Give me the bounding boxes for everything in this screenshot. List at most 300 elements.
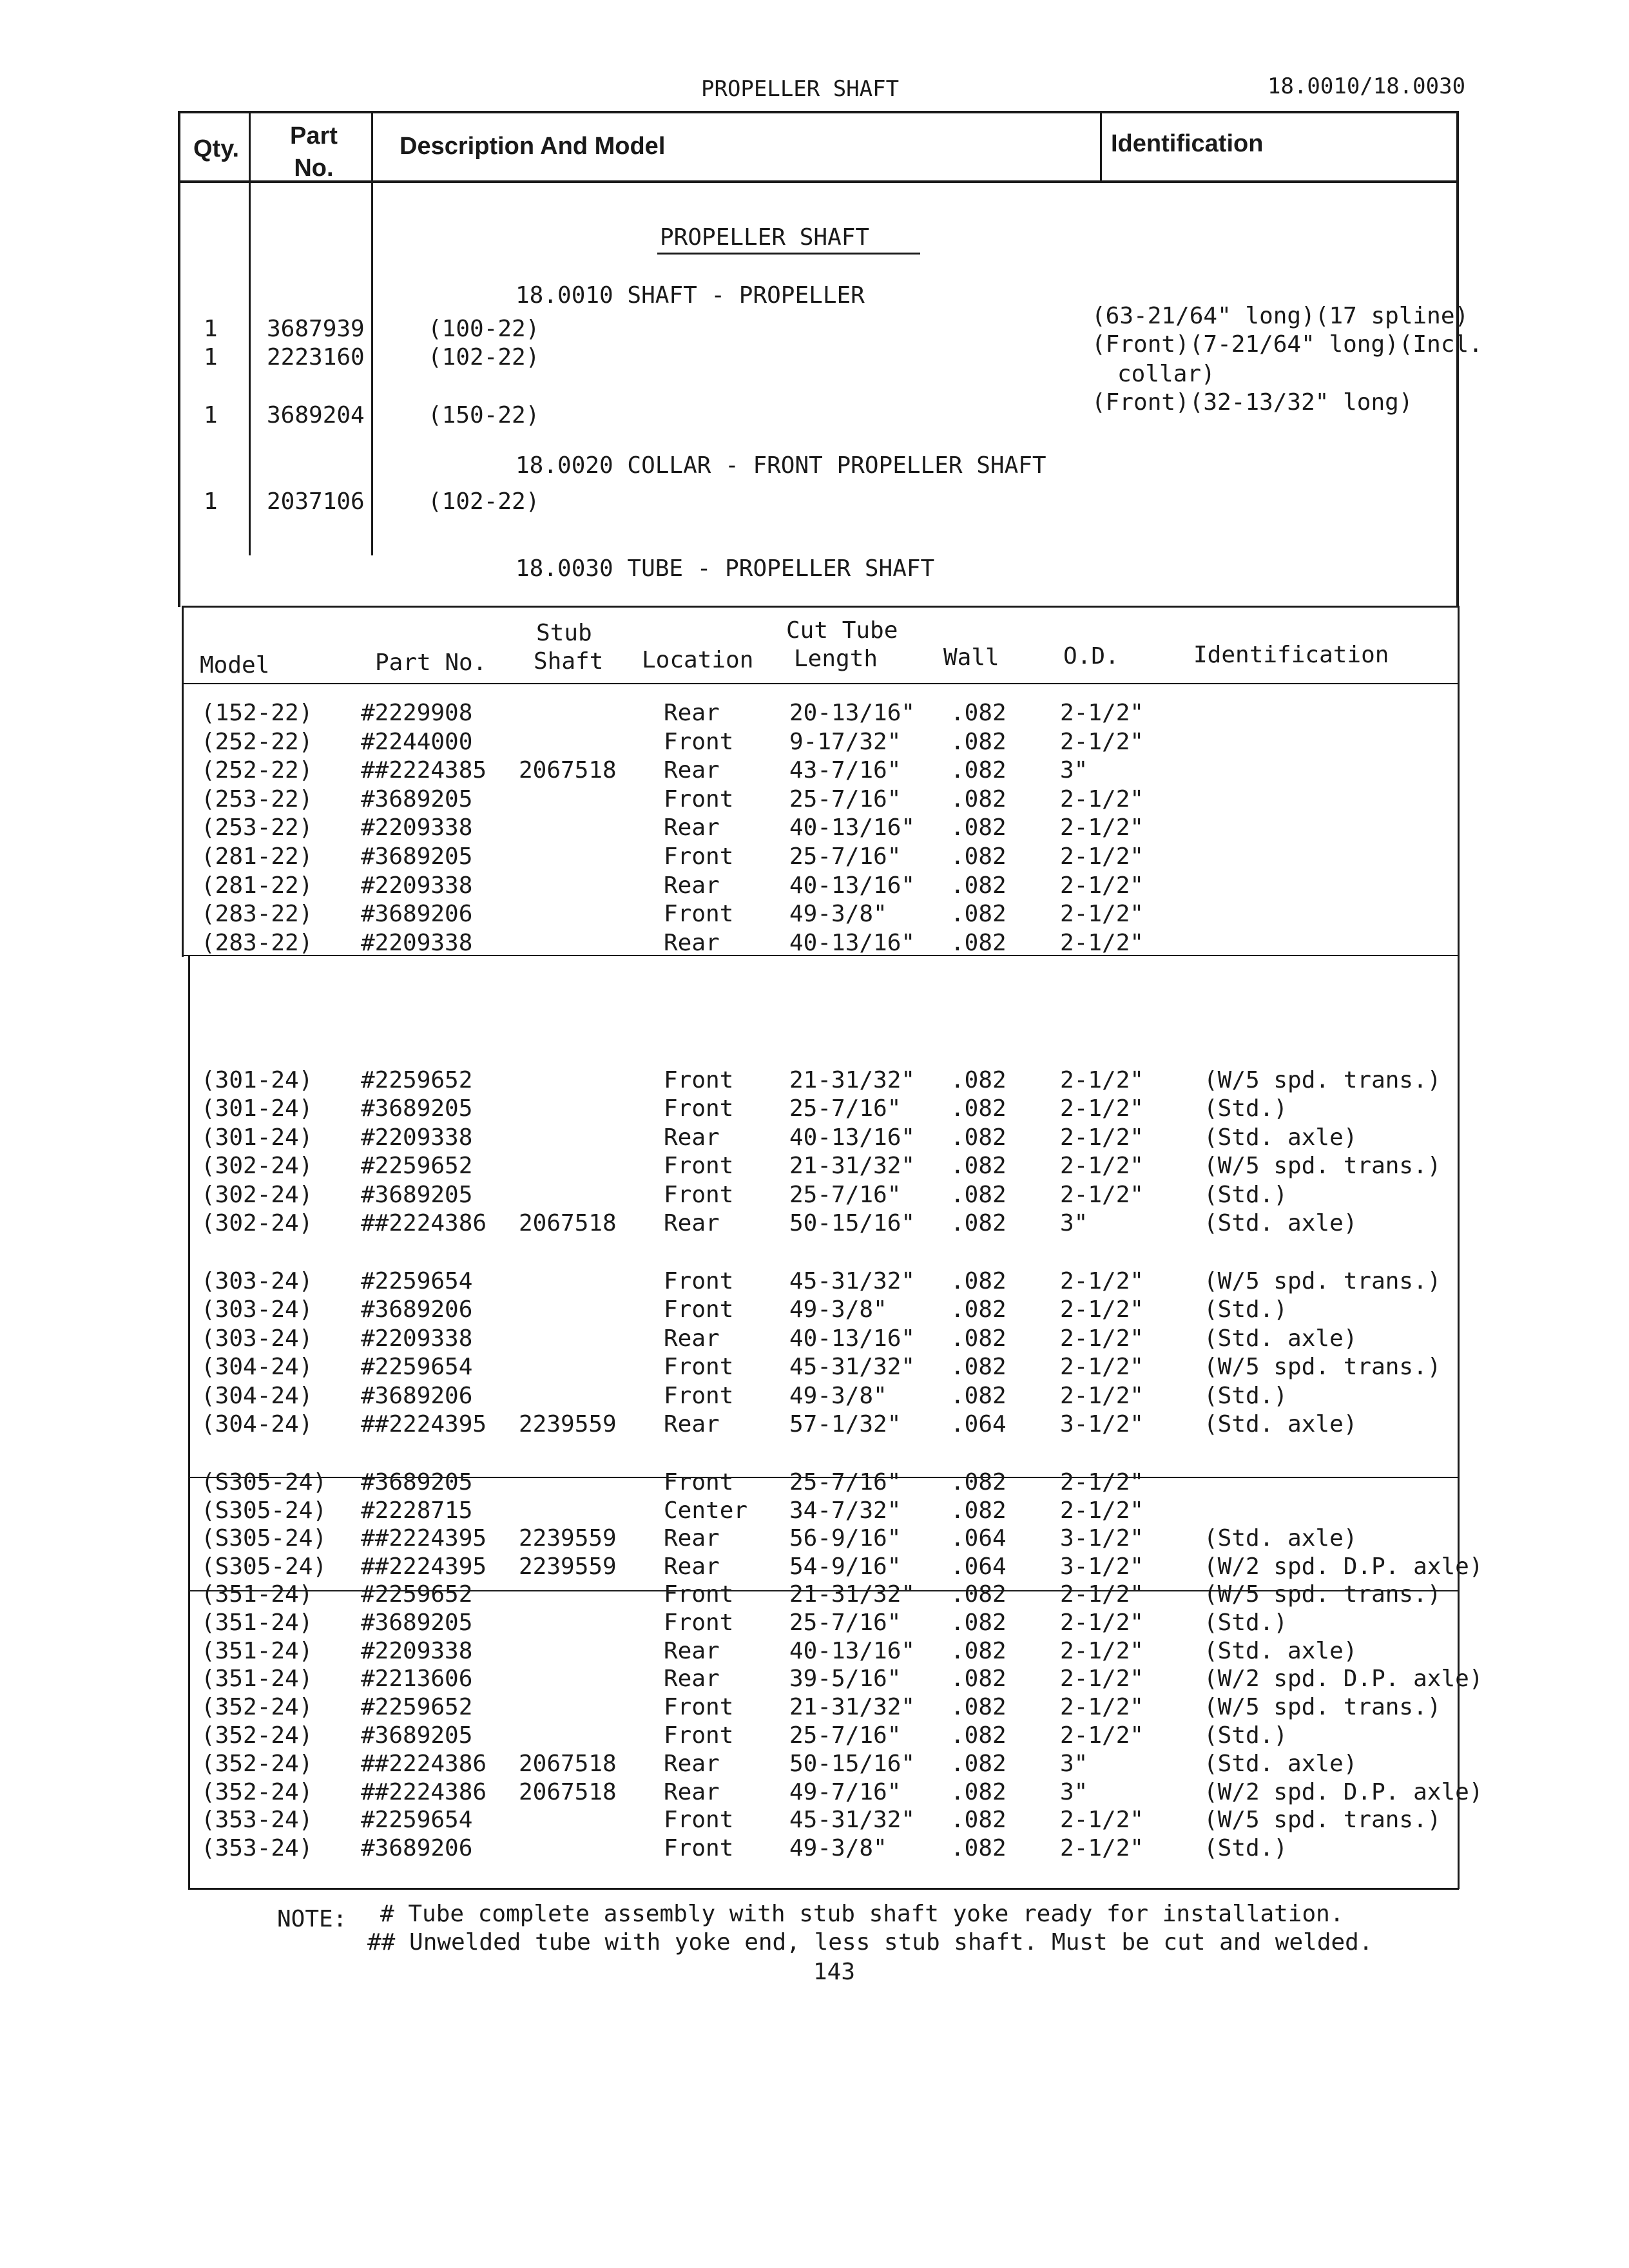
row-part-no: #3689205 bbox=[361, 1609, 473, 1636]
row-cut-length: 56-9/16" bbox=[789, 1525, 901, 1552]
row-od: 2-1/2" bbox=[1060, 1835, 1144, 1862]
row-location: Rear bbox=[664, 1325, 720, 1352]
table-row bbox=[0, 901, 1629, 929]
row-identification: (Std.) bbox=[1204, 1095, 1288, 1122]
row-location: Rear bbox=[664, 757, 720, 784]
table-row bbox=[0, 1067, 1629, 1095]
tube-col-location: Location bbox=[642, 647, 754, 673]
tube-table-top-rule bbox=[182, 606, 1459, 608]
row-cut-length: 21-31/32" bbox=[789, 1694, 916, 1721]
row-model: (S305-24) bbox=[201, 1469, 327, 1495]
row-wall: .082 bbox=[950, 1181, 1007, 1208]
row-identification: (Std.) bbox=[1204, 1722, 1288, 1749]
row-od: 2-1/2" bbox=[1060, 1469, 1144, 1495]
row-model: (304-24) bbox=[201, 1382, 313, 1409]
row-part-no: #2259652 bbox=[361, 1694, 473, 1721]
row-model: (281-22) bbox=[201, 843, 313, 870]
table-row bbox=[0, 1210, 1629, 1238]
table-row bbox=[0, 1807, 1629, 1835]
row-model: (304-24) bbox=[201, 1354, 313, 1381]
row-part-no: #2209338 bbox=[361, 1124, 473, 1151]
row-wall: .082 bbox=[950, 1382, 1007, 1409]
row-od: 2-1/2" bbox=[1060, 1296, 1144, 1323]
row-od: 2-1/2" bbox=[1060, 1095, 1144, 1122]
row-stub-shaft: 2067518 bbox=[519, 1750, 617, 1777]
row-model: (304-24) bbox=[201, 1411, 313, 1437]
tube-col-model: Model bbox=[200, 652, 270, 678]
row-cut-length: 50-15/16" bbox=[789, 1750, 916, 1777]
row-od: 3" bbox=[1060, 1210, 1088, 1236]
row-part-no: #2259654 bbox=[361, 1268, 473, 1294]
row-cut-length: 50-15/16" bbox=[789, 1210, 916, 1236]
row-stub-shaft: 2239559 bbox=[519, 1525, 617, 1552]
row-od: 2-1/2" bbox=[1060, 872, 1144, 899]
row-location: Rear bbox=[664, 1666, 720, 1693]
row-od: 2-1/2" bbox=[1060, 1666, 1144, 1693]
row-location: Front bbox=[664, 1469, 734, 1495]
row-model: (351-24) bbox=[201, 1666, 313, 1693]
row-model: (281-22) bbox=[201, 872, 313, 899]
row-location: Front bbox=[664, 1153, 734, 1180]
row-location: Rear bbox=[664, 700, 720, 726]
section-title: PROPELLER SHAFT bbox=[660, 224, 870, 251]
row-location: Front bbox=[664, 1694, 734, 1721]
row-wall: .082 bbox=[950, 728, 1007, 755]
row-cut-length: 21-31/32" bbox=[789, 1067, 916, 1093]
row-model: (302-24) bbox=[201, 1153, 313, 1180]
row-wall: .082 bbox=[950, 1835, 1007, 1862]
row-model: (301-24) bbox=[201, 1124, 313, 1151]
tube-col-part-no: Part No. bbox=[375, 649, 487, 676]
row-location: Front bbox=[664, 1296, 734, 1323]
row-identification: (Std.) bbox=[1204, 1296, 1288, 1323]
row-cut-length: 25-7/16" bbox=[789, 785, 901, 812]
table-row bbox=[0, 1469, 1629, 1497]
row-cut-length: 25-7/16" bbox=[789, 1722, 901, 1749]
tube-col-cut-2: Length bbox=[794, 646, 878, 672]
row-part-no: #2209338 bbox=[361, 814, 473, 841]
row-identification: (Std. axle) bbox=[1204, 1124, 1358, 1151]
row-part-no: #2244000 bbox=[361, 728, 473, 755]
table-row bbox=[0, 1553, 1629, 1582]
tube-table-bottom-rule bbox=[188, 1888, 1459, 1890]
row-cut-length: 45-31/32" bbox=[789, 1807, 916, 1834]
row-cut-length: 40-13/16" bbox=[789, 1124, 916, 1151]
qty-value: 1 bbox=[204, 316, 218, 342]
part-column-rule bbox=[371, 111, 373, 555]
row-cut-length: 34-7/32" bbox=[789, 1497, 901, 1524]
row-od: 2-1/2" bbox=[1060, 785, 1144, 812]
row-od: 3-1/2" bbox=[1060, 1525, 1144, 1552]
row-identification: (W/2 spd. D.P. axle) bbox=[1204, 1553, 1483, 1580]
row-wall: .082 bbox=[950, 1325, 1007, 1352]
table-row bbox=[0, 1325, 1629, 1354]
row-wall: .082 bbox=[950, 1666, 1007, 1693]
row-cut-length: 21-31/32" bbox=[789, 1581, 916, 1608]
qty-value: 1 bbox=[204, 488, 218, 515]
row-part-no: #2259654 bbox=[361, 1354, 473, 1381]
row-wall: .082 bbox=[950, 1609, 1007, 1636]
note-label: NOTE: bbox=[277, 1906, 347, 1932]
row-stub-shaft: 2067518 bbox=[519, 1210, 617, 1236]
row-cut-length: 25-7/16" bbox=[789, 1469, 901, 1495]
model-code: (150-22) bbox=[428, 402, 540, 428]
row-model: (352-24) bbox=[201, 1778, 313, 1805]
row-part-no: #3689205 bbox=[361, 1095, 473, 1122]
row-od: 2-1/2" bbox=[1060, 728, 1144, 755]
row-wall: .064 bbox=[950, 1525, 1007, 1552]
row-model: (303-24) bbox=[201, 1325, 313, 1352]
row-location: Rear bbox=[664, 1124, 720, 1151]
row-part-no: #3689205 bbox=[361, 785, 473, 812]
row-wall: .082 bbox=[950, 1153, 1007, 1180]
qty-value: 1 bbox=[204, 344, 218, 370]
row-location: Rear bbox=[664, 872, 720, 899]
row-wall: .082 bbox=[950, 785, 1007, 812]
row-cut-length: 40-13/16" bbox=[789, 872, 916, 899]
row-model: (353-24) bbox=[201, 1807, 313, 1834]
row-model: (352-24) bbox=[201, 1722, 313, 1749]
model-code: (102-22) bbox=[428, 488, 540, 515]
row-cut-length: 25-7/16" bbox=[789, 1609, 901, 1636]
row-location: Rear bbox=[664, 1525, 720, 1552]
row-wall: .082 bbox=[950, 901, 1007, 928]
row-location: Rear bbox=[664, 1411, 720, 1437]
row-model: (351-24) bbox=[201, 1637, 313, 1664]
row-wall: .082 bbox=[950, 1497, 1007, 1524]
table-row bbox=[0, 843, 1629, 872]
row-identification: (Std. axle) bbox=[1204, 1637, 1358, 1664]
tube-header-rule bbox=[182, 683, 1459, 684]
tube-col-od: O.D. bbox=[1063, 643, 1119, 669]
row-od: 2-1/2" bbox=[1060, 1581, 1144, 1608]
row-location: Rear bbox=[664, 929, 720, 956]
row-model: (252-22) bbox=[201, 757, 313, 784]
row-identification: (Std.) bbox=[1204, 1835, 1288, 1862]
row-part-no: ##2224386 bbox=[361, 1210, 487, 1236]
row-wall: .082 bbox=[950, 1694, 1007, 1721]
row-part-no: ##2224395 bbox=[361, 1553, 487, 1580]
qty-column-rule bbox=[249, 111, 251, 555]
identification-text: (Front)(32-13/32" long) bbox=[1092, 389, 1413, 416]
row-part-no: #2259652 bbox=[361, 1067, 473, 1093]
row-cut-length: 25-7/16" bbox=[789, 1181, 901, 1208]
row-stub-shaft: 2067518 bbox=[519, 1778, 617, 1805]
part-number: 2037106 bbox=[267, 488, 365, 515]
tube-col-cut-1: Cut Tube bbox=[786, 617, 898, 644]
row-cut-length: 49-3/8" bbox=[789, 901, 887, 928]
row-identification: (W/5 spd. trans.) bbox=[1204, 1354, 1441, 1381]
row-model: (351-24) bbox=[201, 1609, 313, 1636]
row-wall: .082 bbox=[950, 1807, 1007, 1834]
row-od: 2-1/2" bbox=[1060, 843, 1144, 870]
row-location: Front bbox=[664, 901, 734, 928]
row-model: (353-24) bbox=[201, 1835, 313, 1862]
row-od: 2-1/2" bbox=[1060, 814, 1144, 841]
identification-text: (Front)(7-21/64" long)(Incl. bbox=[1092, 331, 1483, 358]
row-identification: (W/2 spd. D.P. axle) bbox=[1204, 1666, 1483, 1693]
table-row bbox=[0, 1095, 1629, 1124]
frame-left-rule bbox=[178, 111, 180, 607]
row-part-no: ##2224386 bbox=[361, 1778, 487, 1805]
table-row bbox=[0, 1525, 1629, 1553]
row-model: (253-22) bbox=[201, 814, 313, 841]
qty-value: 1 bbox=[204, 402, 218, 428]
row-part-no: #3689205 bbox=[361, 1722, 473, 1749]
model-code: (102-22) bbox=[428, 344, 540, 370]
table-row bbox=[0, 1581, 1629, 1610]
row-identification: (W/5 spd. trans.) bbox=[1204, 1581, 1441, 1608]
table-row bbox=[0, 1497, 1629, 1526]
row-location: Rear bbox=[664, 1750, 720, 1777]
table-row bbox=[0, 1153, 1629, 1181]
qty-header: Qty. bbox=[193, 135, 240, 162]
row-wall: .082 bbox=[950, 814, 1007, 841]
row-part-no: #2209338 bbox=[361, 929, 473, 956]
row-part-no: #3689205 bbox=[361, 843, 473, 870]
row-identification: (Std. axle) bbox=[1204, 1325, 1358, 1352]
table-row bbox=[0, 1638, 1629, 1666]
row-part-no: #2213606 bbox=[361, 1666, 473, 1693]
row-identification: (W/5 spd. trans.) bbox=[1204, 1153, 1441, 1180]
row-wall: .082 bbox=[950, 1750, 1007, 1777]
row-part-no: #3689206 bbox=[361, 1835, 473, 1862]
row-identification: (W/2 spd. D.P. axle) bbox=[1204, 1778, 1483, 1805]
row-od: 3" bbox=[1060, 1778, 1088, 1805]
row-wall: .082 bbox=[950, 1354, 1007, 1381]
row-part-no: #3689206 bbox=[361, 1296, 473, 1323]
row-identification: (Std. axle) bbox=[1204, 1210, 1358, 1236]
row-part-no: #2259654 bbox=[361, 1807, 473, 1834]
row-od: 2-1/2" bbox=[1060, 1153, 1144, 1180]
row-wall: .082 bbox=[950, 1778, 1007, 1805]
row-location: Front bbox=[664, 843, 734, 870]
row-wall: .082 bbox=[950, 1268, 1007, 1294]
row-cut-length: 49-3/8" bbox=[789, 1296, 887, 1323]
row-od: 2-1/2" bbox=[1060, 929, 1144, 956]
part-number: 2223160 bbox=[267, 344, 365, 370]
row-od: 2-1/2" bbox=[1060, 1694, 1144, 1721]
row-model: (S305-24) bbox=[201, 1525, 327, 1552]
row-part-no: ##2224385 bbox=[361, 757, 487, 784]
row-cut-length: 49-3/8" bbox=[789, 1382, 887, 1409]
row-part-no: #2228715 bbox=[361, 1497, 473, 1524]
row-part-no: #2259652 bbox=[361, 1581, 473, 1608]
row-wall: .082 bbox=[950, 1722, 1007, 1749]
row-part-no: #2259652 bbox=[361, 1153, 473, 1180]
row-identification: (W/5 spd. trans.) bbox=[1204, 1268, 1441, 1294]
part-number: 3687939 bbox=[267, 316, 365, 342]
row-model: (303-24) bbox=[201, 1296, 313, 1323]
table-row bbox=[0, 700, 1629, 728]
identification-header: Identification bbox=[1111, 130, 1264, 157]
row-identification: (Std.) bbox=[1204, 1609, 1288, 1636]
tube-col-stub-2: Shaft bbox=[534, 648, 604, 675]
row-part-no: #3689206 bbox=[361, 901, 473, 928]
row-wall: .082 bbox=[950, 1469, 1007, 1495]
table-row bbox=[0, 1411, 1629, 1439]
identification-text-continued: collar) bbox=[1117, 361, 1215, 387]
row-cut-length: 39-5/16" bbox=[789, 1666, 901, 1693]
row-cut-length: 21-31/32" bbox=[789, 1153, 916, 1180]
row-stub-shaft: 2067518 bbox=[519, 757, 617, 784]
section-title-underline bbox=[657, 253, 920, 255]
row-od: 2-1/2" bbox=[1060, 1268, 1144, 1294]
row-od: 2-1/2" bbox=[1060, 1609, 1144, 1636]
row-cut-length: 40-13/16" bbox=[789, 1637, 916, 1664]
row-model: (301-24) bbox=[201, 1095, 313, 1122]
row-model: (302-24) bbox=[201, 1210, 313, 1236]
row-od: 2-1/2" bbox=[1060, 1722, 1144, 1749]
row-cut-length: 57-1/32" bbox=[789, 1411, 901, 1437]
part-number: 3689204 bbox=[267, 402, 365, 428]
row-od: 2-1/2" bbox=[1060, 1354, 1144, 1381]
table-row bbox=[0, 786, 1629, 814]
row-location: Front bbox=[664, 1722, 734, 1749]
row-model: (S305-24) bbox=[201, 1553, 327, 1580]
row-location: Rear bbox=[664, 814, 720, 841]
row-model: (283-22) bbox=[201, 929, 313, 956]
table-row bbox=[0, 1751, 1629, 1779]
row-wall: .082 bbox=[950, 843, 1007, 870]
row-cut-length: 49-7/16" bbox=[789, 1778, 901, 1805]
group-heading-tube: 18.0030 TUBE - PROPELLER SHAFT bbox=[516, 555, 935, 582]
row-od: 2-1/2" bbox=[1060, 1382, 1144, 1409]
row-part-no: ##2224395 bbox=[361, 1525, 487, 1552]
section-reference: 18.0010/18.0030 bbox=[1268, 73, 1466, 99]
row-model: (351-24) bbox=[201, 1581, 313, 1608]
description-header: Description And Model bbox=[400, 133, 666, 160]
row-wall: .082 bbox=[950, 929, 1007, 956]
table-row bbox=[0, 1835, 1629, 1863]
row-cut-length: 20-13/16" bbox=[789, 700, 916, 726]
row-identification: (Std. axle) bbox=[1204, 1411, 1358, 1437]
row-location: Center bbox=[664, 1497, 748, 1524]
header-bottom-rule bbox=[178, 180, 1459, 183]
table-row bbox=[0, 729, 1629, 757]
row-part-no: #2229908 bbox=[361, 700, 473, 726]
row-stub-shaft: 2239559 bbox=[519, 1553, 617, 1580]
row-wall: .082 bbox=[950, 1124, 1007, 1151]
model-code: (100-22) bbox=[428, 316, 540, 342]
row-od: 2-1/2" bbox=[1060, 1637, 1144, 1664]
row-od: 3-1/2" bbox=[1060, 1553, 1144, 1580]
row-identification: (W/5 spd. trans.) bbox=[1204, 1807, 1441, 1834]
row-part-no: #3689205 bbox=[361, 1181, 473, 1208]
row-wall: .082 bbox=[950, 757, 1007, 784]
row-model: (252-22) bbox=[201, 728, 313, 755]
table-row bbox=[0, 1182, 1629, 1210]
table-row bbox=[0, 1354, 1629, 1382]
table-row bbox=[0, 1610, 1629, 1638]
row-location: Front bbox=[664, 785, 734, 812]
row-wall: .082 bbox=[950, 1210, 1007, 1236]
row-location: Rear bbox=[664, 1210, 720, 1236]
row-od: 2-1/2" bbox=[1060, 700, 1144, 726]
tube-col-identification: Identification bbox=[1193, 642, 1389, 668]
row-od: 2-1/2" bbox=[1060, 1807, 1144, 1834]
table-row bbox=[0, 1124, 1629, 1153]
row-od: 2-1/2" bbox=[1060, 1181, 1144, 1208]
row-wall: .064 bbox=[950, 1553, 1007, 1580]
row-wall: .082 bbox=[950, 1067, 1007, 1093]
row-wall: .082 bbox=[950, 872, 1007, 899]
row-od: 2-1/2" bbox=[1060, 1124, 1144, 1151]
row-cut-length: 25-7/16" bbox=[789, 1095, 901, 1122]
table-row bbox=[0, 1666, 1629, 1694]
table-row bbox=[0, 1383, 1629, 1411]
table-row bbox=[0, 1722, 1629, 1751]
part-no-header: Part No. bbox=[290, 122, 338, 182]
row-identification: (Std.) bbox=[1204, 1382, 1288, 1409]
row-cut-length: 40-13/16" bbox=[789, 1325, 916, 1352]
table-row bbox=[0, 1296, 1629, 1325]
row-part-no: #3689206 bbox=[361, 1382, 473, 1409]
row-location: Rear bbox=[664, 1637, 720, 1664]
row-location: Rear bbox=[664, 1553, 720, 1580]
table-row bbox=[0, 814, 1629, 843]
frame-right-rule bbox=[1456, 111, 1459, 607]
row-identification: (Std. axle) bbox=[1204, 1525, 1358, 1552]
row-cut-length: 49-3/8" bbox=[789, 1835, 887, 1862]
row-wall: .082 bbox=[950, 1095, 1007, 1122]
row-wall: .082 bbox=[950, 1581, 1007, 1608]
table-row bbox=[0, 872, 1629, 901]
row-identification: (Std.) bbox=[1204, 1181, 1288, 1208]
header-top-rule bbox=[178, 111, 1459, 113]
row-location: Front bbox=[664, 1354, 734, 1381]
row-location: Front bbox=[664, 1382, 734, 1409]
row-model: (352-24) bbox=[201, 1694, 313, 1721]
row-location: Front bbox=[664, 1835, 734, 1862]
row-part-no: #2209338 bbox=[361, 1637, 473, 1664]
row-cut-length: 40-13/16" bbox=[789, 929, 916, 956]
row-model: (352-24) bbox=[201, 1750, 313, 1777]
table-row bbox=[0, 757, 1629, 785]
row-identification: (W/5 spd. trans.) bbox=[1204, 1694, 1441, 1721]
tube-col-wall: Wall bbox=[943, 644, 999, 671]
row-wall: .082 bbox=[950, 1637, 1007, 1664]
row-od: 3" bbox=[1060, 757, 1088, 784]
row-location: Front bbox=[664, 1609, 734, 1636]
row-od: 2-1/2" bbox=[1060, 1497, 1144, 1524]
group-heading-collar: 18.0020 COLLAR - FRONT PROPELLER SHAFT bbox=[516, 452, 1046, 479]
row-od: 3" bbox=[1060, 1750, 1088, 1777]
row-location: Front bbox=[664, 1268, 734, 1294]
row-cut-length: 45-31/32" bbox=[789, 1268, 916, 1294]
group-heading-shaft: 18.0010 SHAFT - PROPELLER bbox=[516, 282, 865, 309]
table-row bbox=[0, 1268, 1629, 1296]
row-wall: .082 bbox=[950, 1296, 1007, 1323]
tube-col-stub-1: Stub bbox=[536, 620, 592, 646]
row-wall: .082 bbox=[950, 700, 1007, 726]
row-part-no: #3689205 bbox=[361, 1469, 473, 1495]
row-part-no: #2209338 bbox=[361, 1325, 473, 1352]
row-wall: .064 bbox=[950, 1411, 1007, 1437]
row-od: 2-1/2" bbox=[1060, 1325, 1144, 1352]
page-title: PROPELLER SHAFT bbox=[701, 76, 900, 102]
row-location: Front bbox=[664, 1581, 734, 1608]
note-line-2: ## Unwelded tube with yoke end, less stub shaft. Must be cut and welded. bbox=[367, 1929, 1373, 1956]
row-identification: (Std. axle) bbox=[1204, 1750, 1358, 1777]
row-model: (302-24) bbox=[201, 1181, 313, 1208]
row-stub-shaft: 2239559 bbox=[519, 1411, 617, 1437]
table-row bbox=[0, 1779, 1629, 1807]
note-line-1: # Tube complete assembly with stub shaft yoke ready for installation. bbox=[380, 1901, 1344, 1927]
row-model: (301-24) bbox=[201, 1067, 313, 1093]
row-cut-length: 9-17/32" bbox=[789, 728, 901, 755]
row-cut-length: 25-7/16" bbox=[789, 843, 901, 870]
